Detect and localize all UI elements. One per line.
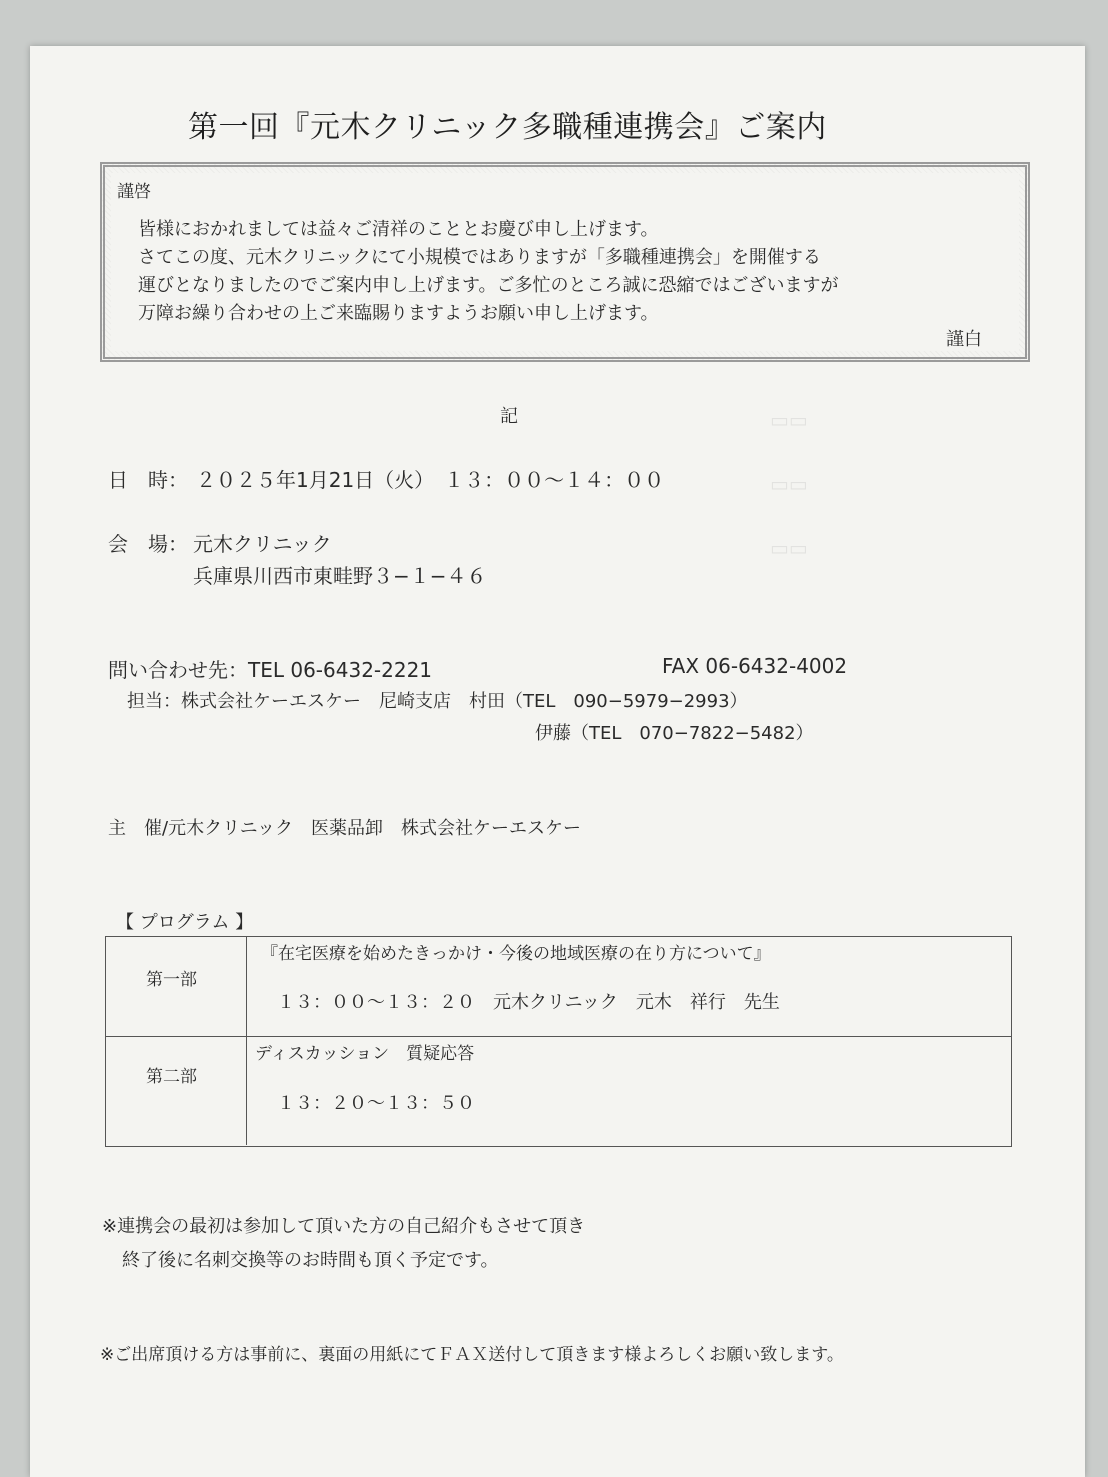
document-page (30, 46, 1085, 1477)
ki-mark: 記 (500, 406, 518, 427)
venue-address: 兵庫県川西市東畦野３−１−４６ (193, 564, 487, 588)
part-name: 第一部 (146, 970, 197, 990)
part-schedule: １３：２０〜１３：５０ (277, 1093, 475, 1114)
contact-fax: FAX 06-6432-4002 (662, 654, 848, 678)
part-name: 第二部 (146, 1067, 197, 1087)
greeting-line: さてこの度、元木クリニックにて小規模ではありますが「多職種連携会」を開催する (138, 247, 821, 268)
contact-person-murata: 担当：株式会社ケーエスケー 尼崎支店 村田（TEL 090−5979−2993） (127, 691, 748, 712)
show-through-mark: ▭▭ (770, 536, 808, 560)
contact-tel: 問い合わせ先：TEL 06-6432-2221 (108, 658, 433, 682)
program-heading: 【 プログラム 】 (116, 912, 254, 933)
show-through-mark: ▭▭ (770, 408, 808, 432)
note-self-intro: ※連携会の最初は参加して頂いた方の自己紹介もさせて頂き (102, 1216, 586, 1237)
show-through-mark: ▭▭ (770, 472, 808, 496)
venue-name: 元木クリニック (193, 532, 332, 556)
greeting-box (100, 162, 1030, 362)
table-row (106, 937, 1011, 1037)
contact-person-ito: 伊藤（TEL 070−7822−5482） (535, 723, 814, 744)
table-row (106, 1036, 1011, 1145)
greeting-closing: 謹白 (946, 329, 982, 350)
greeting-line: 万障お繰り合わせの上ご来臨賜りますようお願い申し上げます。 (138, 303, 659, 324)
greeting-opening: 謹啓 (117, 182, 151, 202)
part-title: ディスカッション 質疑応答 (255, 1044, 475, 1064)
datetime-label: 日 時： (108, 468, 188, 492)
greeting-line: 皆様におかれましては益々ご清祥のこととお慶び申し上げます。 (138, 219, 659, 240)
note-fax-request: ※ご出席頂ける方は事前に、裏面の用紙にてＦＡＸ送付して頂きます様よろしくお願い致します。 (100, 1345, 844, 1365)
part-title: 『在宅医療を始めたきっかけ・今後の地域医療の在り方について』 (261, 944, 771, 964)
greeting-line: 運びとなりましたのでご案内申し上げます。ご多忙のところ誠に恐縮ではございますが (138, 275, 839, 296)
organizer: 主 催/元木クリニック 医薬品卸 株式会社ケーエスケー (108, 818, 581, 839)
part-schedule: １３：００〜１３：２０ 元木クリニック 元木 祥行 先生 (277, 992, 780, 1013)
datetime-value: ２０２５年1月21日（火） １３：００〜１４：００ (196, 468, 665, 492)
program-table (105, 936, 1012, 1147)
note-card-exchange: 終了後に名刺交換等のお時間も頂く予定です。 (122, 1250, 499, 1271)
page-title: 第一回『元木クリニック多職種連携会』ご案内 (188, 110, 827, 145)
venue-label: 会 場： (108, 532, 188, 556)
